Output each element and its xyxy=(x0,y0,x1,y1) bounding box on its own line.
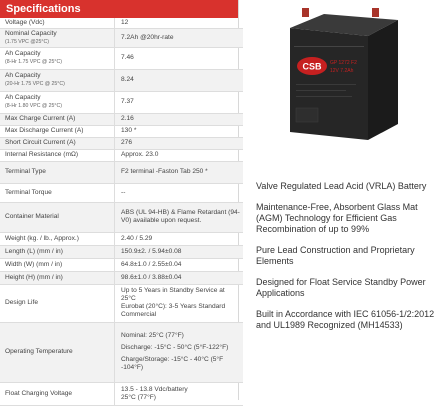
spec-row xyxy=(0,18,243,28)
spec-value: 8.24 xyxy=(115,69,244,91)
spec-value: 12 xyxy=(115,18,244,28)
spec-label: Width (W) (mm / in) xyxy=(0,258,115,271)
battery-terminal-positive xyxy=(372,8,379,17)
spec-value: 7.46 xyxy=(115,47,244,69)
spec-label-sub: (1.75 VPC @25°C) xyxy=(5,38,49,45)
spec-row xyxy=(0,91,243,113)
spec-label-sub: (8-Hr 1.80 VPC @ 25°C) xyxy=(5,103,62,109)
spec-value: 130 * xyxy=(115,125,244,137)
spec-row xyxy=(0,322,243,382)
feature-item: Pure Lead Construction and Proprietary Elements xyxy=(256,245,415,266)
spec-value: 2.16 xyxy=(115,113,244,125)
spec-row xyxy=(0,232,243,245)
spec-value: F2 terminal -Faston Tab 250 * xyxy=(115,161,244,183)
specifications-title: Specifications xyxy=(0,0,238,18)
spec-row xyxy=(0,161,243,183)
spec-value-line: Nominal: 25°C (77°F) xyxy=(121,332,184,339)
spec-value: 7.2Ah @20hr-rate xyxy=(115,28,244,47)
spec-row xyxy=(0,258,243,271)
spec-row xyxy=(0,183,243,202)
spec-value: Approx. 23.0 xyxy=(115,149,244,161)
spec-label: Ah Capacity xyxy=(5,72,41,79)
spec-row xyxy=(0,69,243,91)
battery-terminal-negative xyxy=(302,8,309,17)
battery-brand: CSB xyxy=(302,61,322,72)
spec-row xyxy=(0,202,243,232)
spec-value: ABS (UL 94-HB) & Flame Retardant (94-V0) available upon request. xyxy=(115,202,244,232)
spec-row xyxy=(0,137,243,149)
spec-label: Max Discharge Current (A) xyxy=(0,125,115,137)
spec-label: Voltage (Vdc) xyxy=(0,18,115,28)
spec-value: 276 xyxy=(115,137,244,149)
spec-value-line: Up to 5 Years in Standby Service at 25°C xyxy=(121,287,225,302)
spec-label: Ah Capacity xyxy=(5,50,41,57)
csb-logo xyxy=(297,57,327,75)
spec-value-line: 13.5 - 13.8 Vdc/battery xyxy=(121,385,188,393)
spec-label: Weight (kg. / lb., Approx.) xyxy=(0,232,115,245)
spec-label: Container Material xyxy=(0,202,115,232)
spec-value-line: Charge/Storage: -15°C - 40°C (5°F -104°F) xyxy=(121,356,224,371)
spec-label: Max Charge Current (A) xyxy=(0,113,115,125)
spec-row xyxy=(0,47,243,69)
spec-row xyxy=(0,245,243,258)
spec-row xyxy=(0,149,243,161)
spec-row xyxy=(0,284,243,322)
spec-value: 7.37 xyxy=(115,91,244,113)
feature-item: Maintenance-Free, Absorbent Glass Mat (AGM) Technology for Efficient Gas Recombination of up to 99% xyxy=(256,202,418,234)
spec-row xyxy=(0,382,243,405)
battery-side xyxy=(368,20,398,140)
spec-row xyxy=(0,28,243,47)
spec-value: -- xyxy=(115,183,244,202)
spec-value-line: 25°C (77°F) xyxy=(121,393,156,401)
spec-label: Length (L) (mm / in) xyxy=(0,245,115,258)
battery-model: GP 1272 F2 xyxy=(330,60,357,66)
feature-item: Designed for Float Service Standby Power Applications xyxy=(256,277,426,298)
spec-value: 64.8±1.0 / 2.55±0.04 xyxy=(115,258,244,271)
spec-value-line: Eurobat (20°C): 3-5 Years Standard Commercial xyxy=(121,303,226,318)
spec-label-sub: (20-Hr 1.75 VPC @ 25°C) xyxy=(5,81,65,87)
battery-rating: 12V 7.2Ah xyxy=(330,68,354,74)
spec-label: Internal Resistance (mΩ) xyxy=(0,149,115,161)
spec-value: 98.6±1.0 / 3.88±0.04 xyxy=(115,271,244,284)
spec-value: 2.40 / 5.29 xyxy=(115,232,244,245)
spec-label: Float Charging Voltage xyxy=(0,382,115,405)
feature-list xyxy=(256,181,436,341)
spec-value-line: Discharge: -15°C - 50°C (5°F-122°F) xyxy=(121,344,229,351)
specifications-table xyxy=(0,18,243,406)
spec-label: Design Life xyxy=(0,284,115,322)
product-panel xyxy=(238,0,438,400)
spec-label-sub: (8-Hr 1.75 VPC @ 25°C) xyxy=(5,59,62,65)
spec-label: Operating Temperature xyxy=(0,322,115,382)
spec-label: Terminal Torque xyxy=(0,183,115,202)
spec-row xyxy=(0,125,243,137)
spec-label: Terminal Type xyxy=(0,161,115,183)
feature-item: Valve Regulated Lead Acid (VRLA) Battery xyxy=(256,181,427,191)
battery-product-image xyxy=(272,6,402,146)
feature-item: Built in Accordance with IEC 61056-1/2:2012 and UL1989 Recognized (MH14533) xyxy=(256,309,435,330)
spec-label: Ah Capacity xyxy=(5,94,41,101)
spec-row xyxy=(0,271,243,284)
spec-value: 150.9±2. / 5.94±0.08 xyxy=(115,245,244,258)
spec-label: Height (H) (mm / in) xyxy=(0,271,115,284)
spec-label: Nominal Capacity xyxy=(5,29,57,37)
spec-row xyxy=(0,113,243,125)
spec-label: Short Circuit Current (A) xyxy=(0,137,115,149)
